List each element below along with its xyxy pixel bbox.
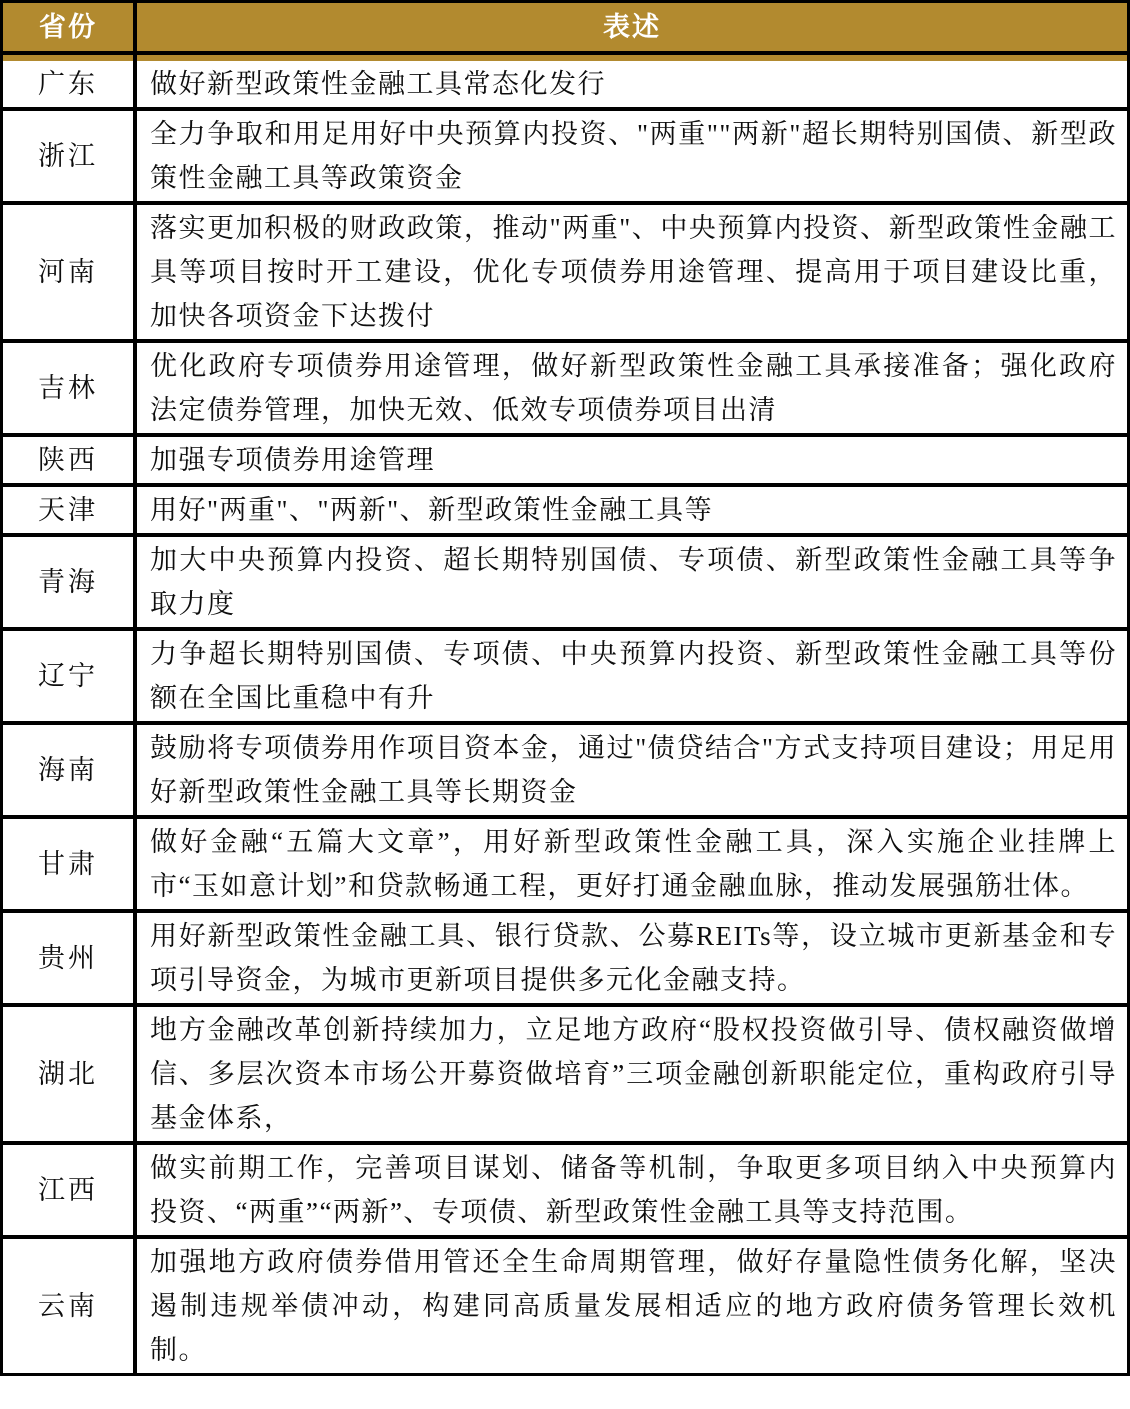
statement-cell: 全力争取和用足用好中央预算内投资、"两重""两新"超长期特别国债、新型政策性金融工具等政策资金 <box>135 109 1129 203</box>
table-row <box>2 1143 1129 1237</box>
table-row <box>2 723 1129 817</box>
statement-cell: 落实更加积极的财政政策，推动"两重"、中央预算内投资、新型政策性金融工具等项目按时开工建设，优化专项债券用途管理、提高用于项目建设比重，加快各项资金下达拨付 <box>135 203 1129 341</box>
accent-strip-left <box>2 53 136 61</box>
province-cell: 陕西 <box>2 435 136 485</box>
province-cell: 辽宁 <box>2 629 136 723</box>
province-cell: 湖北 <box>2 1005 136 1143</box>
province-cell: 浙江 <box>2 109 136 203</box>
table-row <box>2 435 1129 485</box>
statement-cell: 做实前期工作，完善项目谋划、储备等机制，争取更多项目纳入中央预算内投资、“两重”“两新”、专项债、新型政策性金融工具等支持范围。 <box>135 1143 1129 1237</box>
statement-cell: 加强专项债券用途管理 <box>135 435 1129 485</box>
table-row <box>2 61 1129 109</box>
statement-cell: 优化政府专项债券用途管理，做好新型政策性金融工具承接准备；强化政府法定债券管理，加快无效、低效专项债券项目出清 <box>135 341 1129 435</box>
province-cell: 天津 <box>2 485 136 535</box>
table-row <box>2 911 1129 1005</box>
province-cell: 甘肃 <box>2 817 136 911</box>
table-row <box>2 109 1129 203</box>
statement-cell: 加强地方政府债券借用管还全生命周期管理，做好存量隐性债务化解，坚决遏制违规举债冲动，构建同高质量发展相适应的地方政府债务管理长效机制。 <box>150 1247 1117 1365</box>
province-cell: 海南 <box>2 723 136 817</box>
province-cell: 青海 <box>2 535 136 629</box>
statement-cell: 加大中央预算内投资、超长期特别国债、专项债、新型政策性金融工具等争取力度 <box>135 535 1129 629</box>
statement-cell: 地方金融改革创新持续加力，立足地方政府“股权投资做引导、债权融资做增信、多层次资本市场公开募资做培育”三项金融创新职能定位，重构政府引导基金体系， <box>135 1005 1129 1143</box>
table-row <box>2 203 1129 341</box>
statement-cell: 鼓励将专项债券用作项目资本金，通过"债贷结合"方式支持项目建设；用足用好新型政策性金融工具等长期资金 <box>135 723 1129 817</box>
header-row <box>2 2 1129 54</box>
table-row <box>2 485 1129 535</box>
province-cell: 云南 <box>2 1237 136 1375</box>
statement-cell: 力争超长期特别国债、专项债、中央预算内投资、新型政策性金融工具等份额在全国比重稳中有升 <box>135 629 1129 723</box>
table-row <box>2 535 1129 629</box>
statement-cell: 做好新型政策性金融工具常态化发行 <box>135 61 1129 109</box>
table-row <box>2 1005 1129 1143</box>
province-cell: 河南 <box>2 203 136 341</box>
header-accent-strip <box>2 53 1129 61</box>
table-body <box>2 61 1129 1375</box>
province-cell: 江西 <box>2 1143 136 1237</box>
column-header-statement: 表述 <box>135 2 1129 54</box>
table-row <box>2 817 1129 911</box>
accent-strip-right <box>135 53 1129 61</box>
table-header <box>2 2 1129 62</box>
table-row <box>2 629 1129 723</box>
table-row <box>2 341 1129 435</box>
statement-cell: 用好"两重"、"两新"、新型政策性金融工具等 <box>135 485 1129 535</box>
column-header-province: 省份 <box>2 2 136 54</box>
province-cell: 吉林 <box>2 341 136 435</box>
statement-cell: 做好金融“五篇大文章”，用好新型政策性金融工具，深入实施企业挂牌上市“玉如意计划”和贷款畅通工程，更好打通金融血脉，推动发展强筋壮体。 <box>135 817 1129 911</box>
table-row <box>2 1237 1129 1375</box>
statement-cell: 用好新型政策性金融工具、银行贷款、公募REITs等，设立城市更新基金和专项引导资金，为城市更新项目提供多元化金融支持。 <box>135 911 1129 1005</box>
province-cell: 贵州 <box>2 911 136 1005</box>
province-cell: 广东 <box>2 61 136 109</box>
